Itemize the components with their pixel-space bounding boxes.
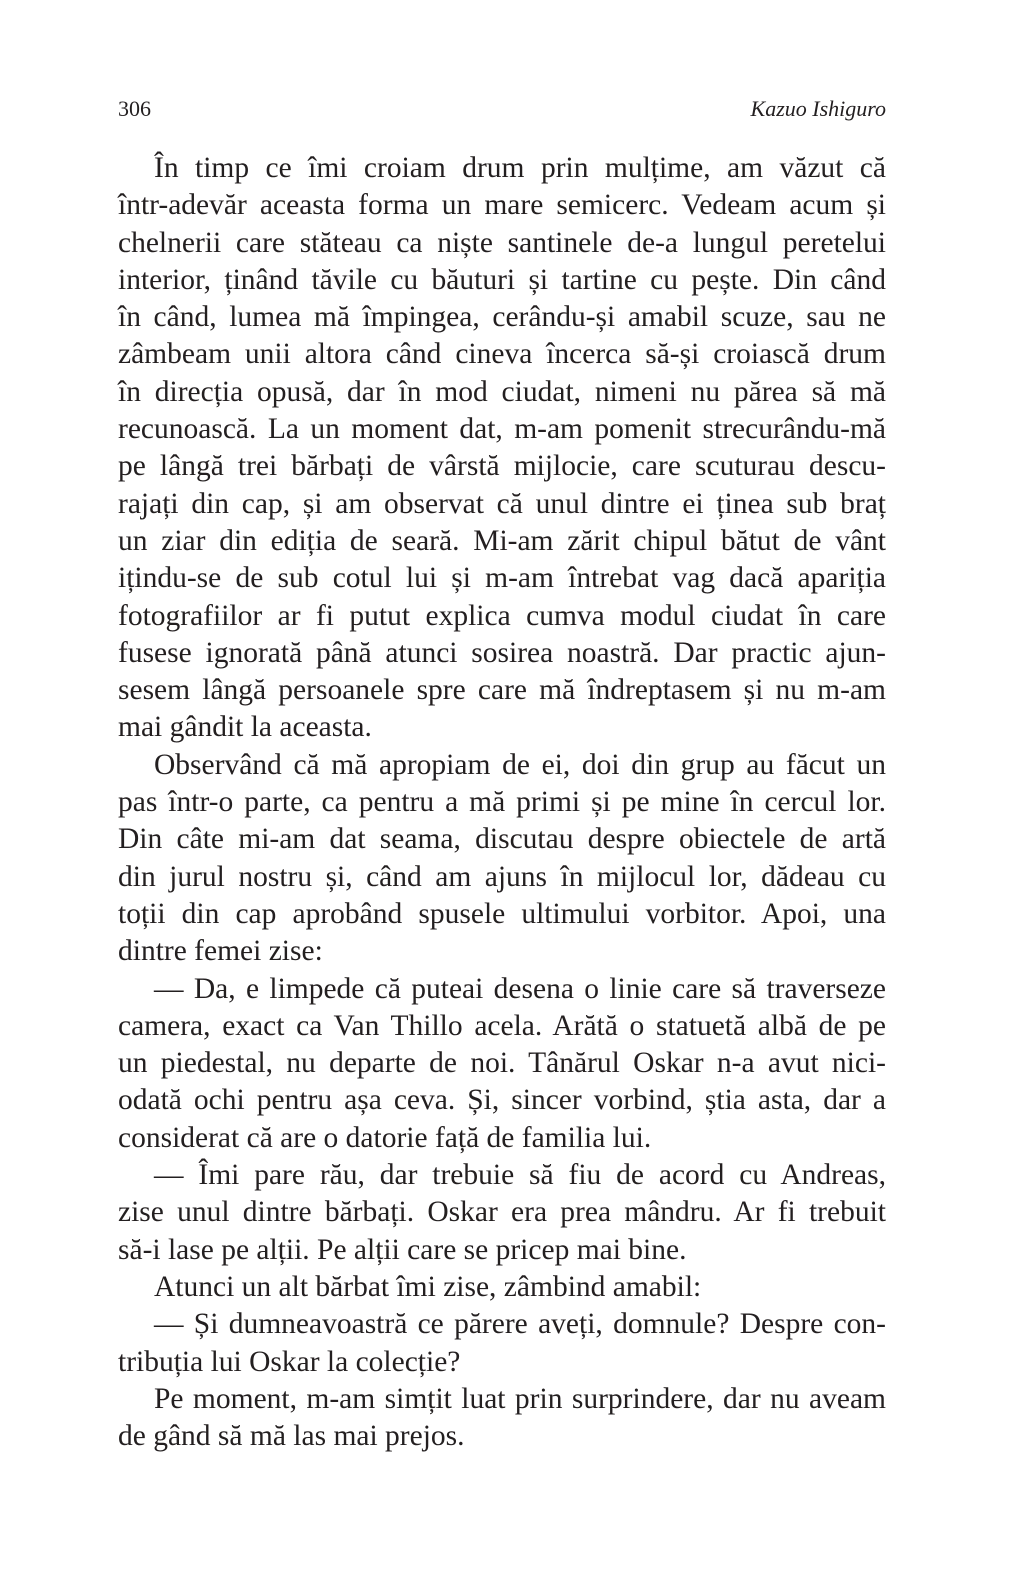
- text-line: — Da, e limpede că puteai desena o linie care să traverseze: [154, 972, 886, 1005]
- text-line: rajați din cap, și am observat că unul dintre ei ținea sub braț: [118, 487, 886, 520]
- page-body-text: [118, 150, 886, 1455]
- text-line: Observând că mă apropiam de ei, doi din grup au făcut un: [154, 748, 886, 781]
- text-line: sesem lângă persoanele spre care mă îndreptasem și nu m-am: [118, 674, 886, 707]
- text-line: pe lângă trei bărbați de vârstă mijlocie, care scuturau descu-: [118, 450, 886, 483]
- text-line: în când, lumea mă împingea, cerându-și amabil scuze, sau ne: [118, 301, 886, 334]
- text-line: interior, ținând tăvile cu băuturi și tartine cu pește. Din când: [118, 263, 886, 296]
- text-line: În timp ce îmi croiam drum prin mulțime, am văzut că: [154, 152, 886, 184]
- text-line: odată ochi pentru așa ceva. Și, sincer vorbind, știa asta, dar a: [118, 1084, 886, 1117]
- text-line: un piedestal, nu departe de noi. Tânărul Oskar n-a avut nici-: [118, 1047, 886, 1080]
- text-line: dintre femei zise:: [118, 935, 323, 968]
- text-line: într-adevăr aceasta forma un mare semicerc. Vedeam acum și: [118, 189, 886, 222]
- text-line: de gând să mă las mai prejos.: [118, 1420, 465, 1453]
- text-line: zâmbeam unii altora când cineva încerca să-și croiască drum: [118, 338, 886, 371]
- running-header-author: Kazuo Ishiguro: [750, 96, 886, 121]
- text-line: tribuția lui Oskar la colecție?: [118, 1345, 461, 1378]
- text-line: zise unul dintre bărbați. Oskar era prea mândru. Ar fi trebuit: [118, 1196, 886, 1229]
- text-line: Atunci un alt bărbat îmi zise, zâmbind amabil:: [154, 1270, 702, 1303]
- text-line: pas într-o parte, ca pentru a mă primi și pe mine în cercul lor.: [118, 786, 886, 819]
- text-line: fusese ignorată până atunci sosirea noastră. Dar practic ajun-: [118, 636, 886, 669]
- text-line: Din câte mi-am dat seama, discutau despre obiectele de artă: [118, 823, 886, 856]
- text-line: din jurul nostru și, când am ajuns în mijlocul lor, dădeau cu: [118, 860, 886, 893]
- text-line: în direcția opusă, dar în mod ciudat, nimeni nu părea să mă: [118, 375, 886, 408]
- page-number: 306: [118, 96, 151, 121]
- text-line: — Și dumneavoastră ce părere aveți, domnule? Despre con-: [154, 1308, 886, 1341]
- text-line: chelnerii care stăteau ca niște santinele de-a lungul peretelui: [118, 226, 886, 259]
- text-line: ițindu-se de sub cotul lui și m-am întrebat vag dacă apariția: [118, 562, 886, 595]
- text-line: fotografiilor ar fi putut explica cumva modul ciudat în care: [118, 599, 886, 632]
- text-line: să-i lase pe alții. Pe alții care se pricep mai bine.: [118, 1233, 687, 1266]
- text-line: Pe moment, m-am simțit luat prin surprindere, dar nu aveam: [154, 1382, 886, 1415]
- text-line: recunoască. La un moment dat, m-am pomenit strecurându-mă: [118, 413, 886, 446]
- text-line: camera, exact ca Van Thillo acela. Arătă o statuetă albă de pe: [118, 1009, 886, 1042]
- text-line: — Îmi pare rău, dar trebuie să fiu de acord cu Andreas,: [154, 1159, 886, 1192]
- text-line: mai gândit la aceasta.: [118, 711, 372, 744]
- text-line: un ziar din ediția de seară. Mi-am zărit chipul bătut de vânt: [118, 524, 886, 557]
- text-line: toții din cap aprobând spusele ultimului vorbitor. Apoi, una: [118, 897, 886, 930]
- running-header: [118, 96, 886, 126]
- text-line: considerat că are o datorie față de familia lui.: [118, 1121, 652, 1154]
